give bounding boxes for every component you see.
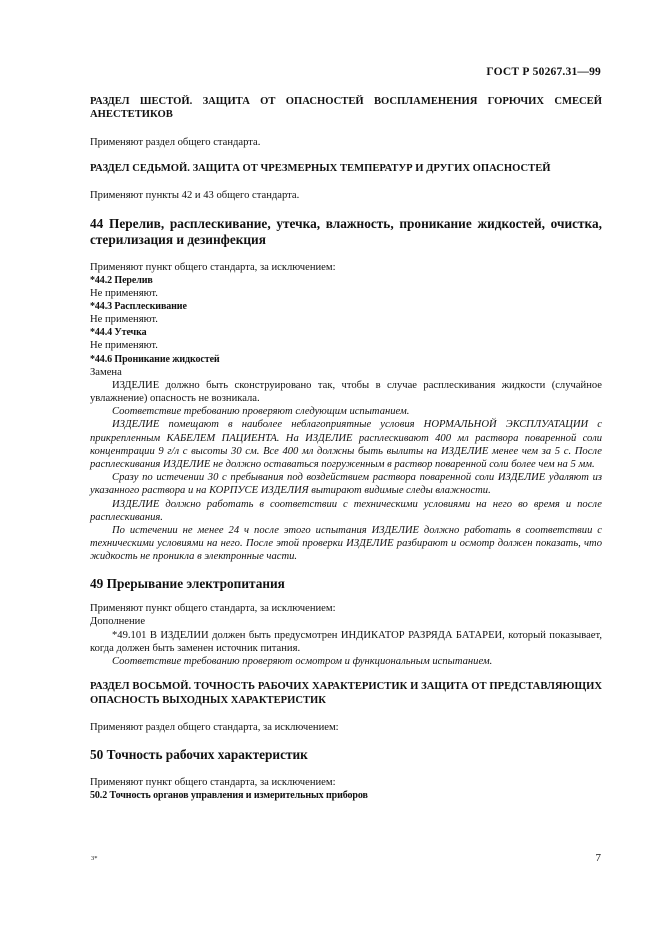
document-id-header: ГОСТ Р 50267.31—99 [486,66,601,78]
paragraph: Не применяют. [90,288,158,300]
subclause-44-6: *44.6 Проникание жидкостей [90,353,220,365]
section-seven-heading: РАЗДЕЛ СЕДЬМОЙ. ЗАЩИТА ОТ ЧРЕЗМЕРНЫХ ТЕМПЕРАТУР И ДРУГИХ ОПАСНОСТЕЙ [90,163,551,175]
paragraph: Замена [90,366,122,378]
section-eight-heading: РАЗДЕЛ ВОСЬМОЙ. ТОЧНОСТЬ РАБОЧИХ ХАРАКТЕРИСТИК И ЗАЩИТА ОТ ПРЕДСТАВЛЯЮЩИХ ОПАСНОСТЬ ВЫХОДНЫХ ХАРАКТЕРИСТИК [90,681,602,706]
subclause-50-2: 50.2 Точность органов управления и измерительных приборов [90,790,368,802]
signature-mark: 3* [91,855,98,862]
subclause-44-2: *44.2 Перелив [90,275,153,287]
section-six-heading: РАЗДЕЛ ШЕСТОЙ. ЗАЩИТА ОТ ОПАСНОСТЕЙ ВОСПЛАМЕНЕНИЯ ГОРЮЧИХ СМЕСЕЙ АНЕСТЕТИКОВ [90,96,602,121]
test-procedure: По истечении не менее 24 ч после этого испытания ИЗДЕЛИЕ должно работать в соответствии с техническими условиями на него. После этой проверки ИЗДЕЛИЕ разбирают и осмотр должен показать, что жидкость не проникла в электронные части. [90,525,602,563]
compliance-note: Соответствие требованию проверяют следующим испытанием. [112,406,410,418]
page-number: 7 [595,852,601,864]
paragraph: Применяют раздел общего стандарта. [90,136,261,148]
compliance-note: Соответствие требованию проверяют осмотром и функциональным испытанием. [112,656,493,668]
paragraph: ИЗДЕЛИЕ должно быть сконструировано так, чтобы в случае расплескивания жидкости (случайное увлажнение) опасность не возникала. [90,379,602,405]
paragraph: Применяют пункт общего стандарта, за исключением: [90,261,336,273]
paragraph: Применяют раздел общего стандарта, за исключением: [90,722,339,734]
subclause-44-4: *44.4 Утечка [90,327,147,339]
clause-44-heading: 44 Перелив, расплескивание, утечка, влажность, проникание жидкостей, очистка, стерилизация и дезинфекция [90,215,602,248]
subclause-44-3: *44.3 Расплескивание [90,301,187,313]
paragraph: Не применяют. [90,314,158,326]
paragraph: Дополнение [90,616,146,628]
test-procedure: ИЗДЕЛИЕ должно работать в соответствии с техническими условиями на него во время и после расплескивания. [90,498,602,523]
test-procedure: ИЗДЕЛИЕ помещают в наиболее неблагоприятные условия НОРМАЛЬНОЙ ЭКСПЛУАТАЦИИ с прикрепленным КАБЕЛЕМ ПАЦИЕНТА. На ИЗДЕЛИЕ расплескивают 400 мл раствора поваренной соли концентрации 9 г/л с высоты 30 см. Все 400 мл должны быть вылиты на ИЗДЕЛИЕ менее чем за 5 с. После расплескивания ИЗДЕЛИЕ не должно оставаться погруженным в раствор поваренной соли более чем на 5 мм. [90,419,602,471]
clause-49-heading: 49 Прерывание электропитания [90,575,285,591]
paragraph: Применяют пункты 42 и 43 общего стандарта. [90,190,300,202]
page-content [90,95,602,802]
test-procedure: Сразу по истечении 30 с пребывания под воздействием раствора поваренной соли ИЗДЕЛИЕ удаляют из указанного раствора и на КОРПУСЕ ИЗДЕЛИЯ вытирают видимые следы влажности. [90,472,602,497]
clause-50-heading: 50 Точность рабочих характеристик [90,747,308,763]
paragraph: Применяют пункт общего стандарта, за исключением: [90,776,336,788]
paragraph: Не применяют. [90,340,158,352]
subclause-49-101: *49.101 В ИЗДЕЛИИ должен быть предусмотрен ИНДИКАТОР РАЗРЯДА БАТАРЕИ, который показывает, когда должен быть заменен источник питания. [90,629,602,654]
paragraph: Применяют пункт общего стандарта, за исключением: [90,603,336,615]
